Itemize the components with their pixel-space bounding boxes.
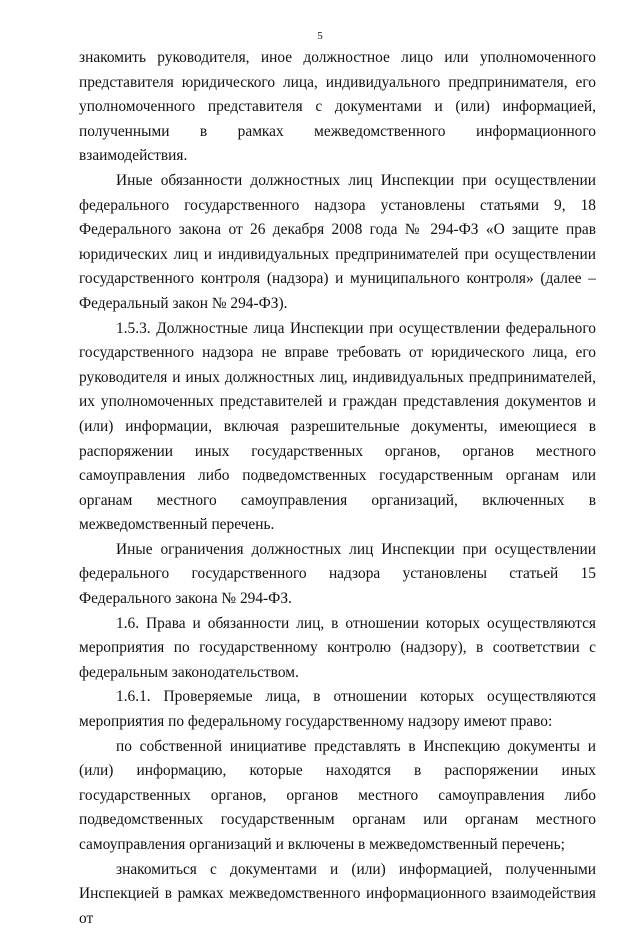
paragraph-continuation: знакомить руководителя, иное должностное лицо или уполномоченного представителя юридического лица, индивидуального предпринимателя, его уполномоченного представителя с документами и (или) информацией, полученными в рамках межведомственного информационного взаимодействия.	[79, 49, 596, 165]
paragraph-familiarize: знакомиться с документами и (или) информацией, полученными Инспекцией в рамках межведомственного информационного взаимодействия от	[79, 860, 596, 927]
paragraph-1-5-3: 1.5.3. Должностные лица Инспекции при осуществлении федерального государственного надзора не вправе требовать от юридического лица, его руководителя и иных должностных лиц, индивидуальных предпринимателей, их уполномоченных представителей и граждан представления документов и (или) информации, включая разрешительные документы, имеющиеся в распоряжении иных государственных органов, органов местного самоуправления либо подведомственных государственным органам или органам местного самоуправления организаций, включенных в межведомственный перечень.	[79, 319, 596, 534]
document-body	[79, 46, 596, 931]
paragraph-1-6: 1.6. Права и обязанности лиц, в отношении которых осуществляются мероприятия по государственному контролю (надзору), в соответствии с федеральным законодательством.	[79, 614, 596, 681]
paragraph-other-duties: Иные обязанности должностных лиц Инспекции при осуществлении федерального государственного надзора установлены статьями 9, 18 Федерального закона от 26 декабря 2008 года № 294-ФЗ «О защите прав юридических лиц и индивидуальных предпринимателей при осуществлении государственного контроля (надзора) и муниципального контроля» (далее – Федеральный закон № 294-ФЗ).	[79, 171, 596, 312]
page-number: 5	[317, 30, 323, 42]
paragraph-1-6-1: 1.6.1. Проверяемые лица, в отношении которых осуществляются мероприятия по федеральному государственному надзору имеют право:	[79, 688, 596, 731]
paragraph-own-initiative: по собственной инициативе представлять в Инспекцию документы и (или) информацию, которые находятся в распоряжении иных государственных органов, органов местного самоуправления либо подведомственных государственным органам или органам местного самоуправления организаций и включены в межведомственный перечень;	[79, 737, 596, 853]
paragraph-other-restrictions: Иные ограничения должностных лиц Инспекции при осуществлении федерального государственного надзора установлены статьей 15 Федерального закона № 294-ФЗ.	[79, 540, 596, 608]
